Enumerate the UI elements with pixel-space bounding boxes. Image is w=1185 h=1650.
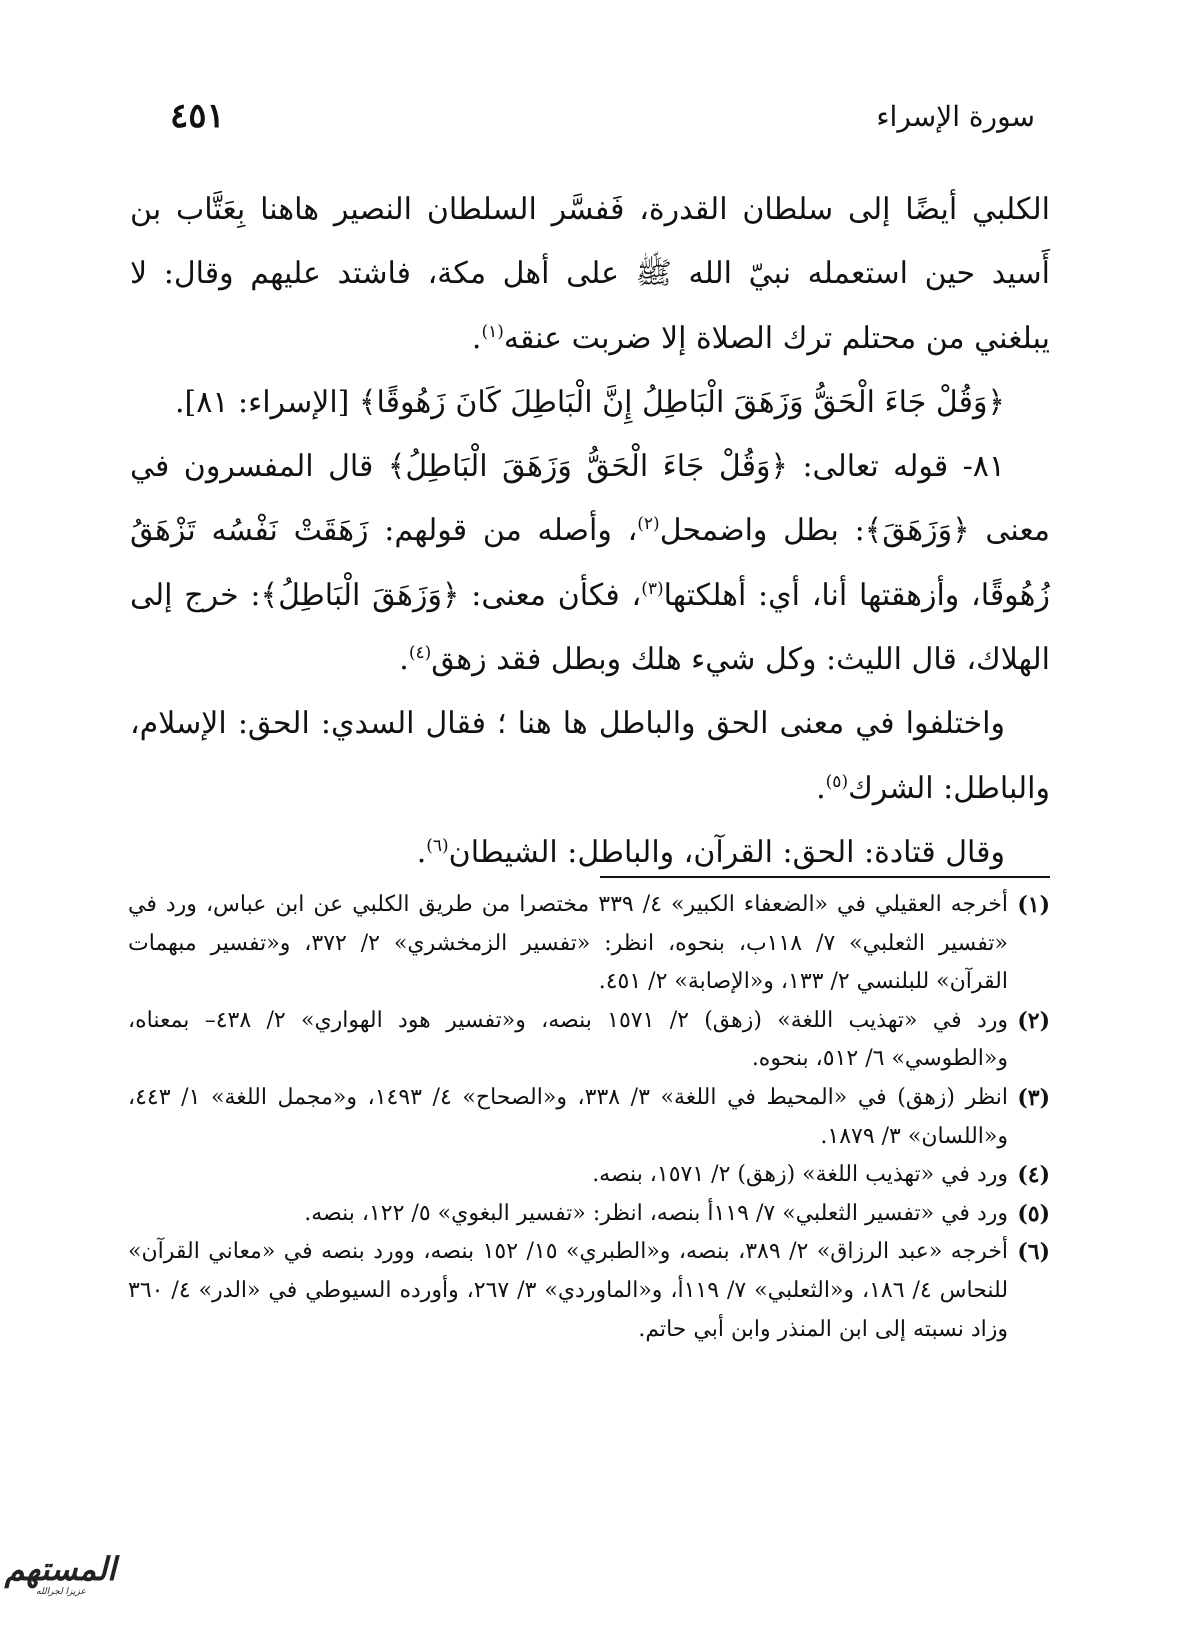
footnote-number: (٤) <box>1017 1162 1050 1189</box>
paragraph-end: . <box>416 834 427 870</box>
paragraph-text: ، فكأن معنى: ﴿وَزَهَقَ الْبَاطِلُ﴾: خرج إلى الهلاك، قال الليث: وكل شيء هلك وبطل فقد زهق <box>130 577 1050 678</box>
page-number: ٤٥١ <box>170 96 225 136</box>
paragraph-text: ٨١- قوله تعالى: ﴿وَقُلْ جَاءَ الْحَقُّ وَزَهَقَ الْبَاطِلُ﴾ قال المفسرون في معنى ﴿وَزَهَقَ﴾: بطل واضمحل <box>130 449 1050 549</box>
footnotes <box>128 886 1050 1349</box>
footnote-text: أخرجه «عبد الرزاق» ٢/ ٣٨٩، بنصه، و«الطبري» ١٥/ ١٥٢ بنصه، وورد بنصه في «معاني القرآن» للنحاس ٤/ ١٨٦، و«الثعلبي» ٧/ ١١٩أ، و«الماوردي» ٣/ ٢٦٧، وأورده السيوطي في «الدر» ٤/ ٣٦٠ وزاد نسبته إلى ابن المنذر وابن أبي حاتم. <box>128 1239 1009 1342</box>
stamp-title: المستهم <box>4 1550 116 1588</box>
footnote-ref[interactable]: (٣) <box>641 578 664 599</box>
footnote-1 <box>128 886 1050 1002</box>
paragraph-text: واختلفوا في معنى الحق والباطل ها هنا ؛ فقال السدي: الحق: الإسلام، والباطل: الشرك <box>130 706 1050 806</box>
footnote-number: (٥) <box>1017 1200 1050 1227</box>
footnote-ref[interactable]: (٤) <box>408 643 432 664</box>
stamp-subtitle: عزيزا لجرالله <box>36 1587 86 1597</box>
paragraph-end: . <box>816 770 826 806</box>
footnote-3 <box>128 1079 1050 1156</box>
library-stamp-logo <box>6 1552 116 1608</box>
footnote-ref[interactable]: (٦) <box>426 835 449 856</box>
paragraph-text: الكلبي أيضًا إلى سلطان القدرة، فَفسَّر السلطان النصير هاهنا بِعَتَّاب بن أَسيد حين استعمله نبيّ الله ﷺ على أهل مكة، فاشتد عليهم وقال: لا يبلغني من محتلم ترك الصلاة إلا ضربت عنقه <box>130 192 1050 356</box>
footnote-ref[interactable]: (٥) <box>825 771 849 792</box>
main-text <box>130 178 1050 885</box>
paragraph-text: وقال قتادة: الحق: القرآن، والباطل: الشيطان <box>448 834 1005 870</box>
footnote-2 <box>128 1002 1050 1079</box>
footnote-text: أخرجه العقيلي في «الضعفاء الكبير» ٤/ ٣٣٩ مختصرا من طريق الكلبي عن ابن عباس، ورد في «تفسير الثعلبي» ٧/ ١١٨ب، بنحوه، انظر: «تفسير الزمخشري» ٢/ ٣٧٢، و«تفسير مبهمات القرآن» للبلنسي ٢/ ١٣٣، و«الإصابة» ٢/ ٤٥١. <box>128 892 1009 995</box>
footnote-text: ورد في «تفسير الثعلبي» ٧/ ١١٩أ بنصه، انظر: «تفسير البغوي» ٥/ ١٢٢، بنصه. <box>304 1200 1008 1226</box>
footnote-text: انظر (زهق) في «المحيط في اللغة» ٣/ ٣٣٨، و«الصحاح» ٤/ ١٤٩٣، و«مجمل اللغة» ١/ ٤٤٣، و«اللسان» ٣/ ١٨٧٩. <box>128 1084 1009 1149</box>
footnote-ref[interactable]: (٢) <box>637 514 660 535</box>
footnote-text: ورد في «تهذيب اللغة» (زهق) ٢/ ١٥٧١، بنصه. <box>592 1162 1008 1188</box>
quran-verse: ﴿وَقُلْ جَاءَ الْحَقُّ وَزَهَقَ الْبَاطِلُ إِنَّ الْبَاطِلَ كَانَ زَهُوقًا﴾ [الإسراء: ٨١]. <box>174 384 1006 420</box>
page-header <box>150 96 1035 150</box>
footnote-text: ورد في «تهذيب اللغة» (زهق) ٢/ ١٥٧١ بنصه، و«تفسير هود الهواري» ٢/ ٤٣٨– بمعناه، و«الطوسي» ٦/ ٥١٢، بنحوه. <box>128 1007 1008 1072</box>
paragraph-end: . <box>471 320 482 356</box>
paragraph-text: ، وأصله من قولهم: زَهَقَتْ نَفْسُه تَزْهَقُ زُهُوقًا، وأزهقتها أنا، أي: أهلكتها <box>130 513 1050 613</box>
footnote-number: (٢) <box>1017 1007 1050 1034</box>
footnote-number: (٦) <box>1017 1239 1050 1266</box>
footnote-number: (٣) <box>1017 1084 1050 1111</box>
footnote-divider <box>600 876 1050 878</box>
paragraph-2 <box>130 435 1050 692</box>
paragraph-end: . <box>399 642 409 678</box>
surah-title: سورة الإسراء <box>876 100 1035 133</box>
paragraph-3 <box>130 692 1050 821</box>
footnote-number: (١) <box>1017 892 1050 918</box>
paragraph-1 <box>130 178 1050 371</box>
footnote-4 <box>128 1156 1050 1195</box>
footnote-6 <box>128 1233 1050 1349</box>
footnote-5 <box>128 1195 1050 1234</box>
footnote-ref[interactable]: (١) <box>481 321 504 342</box>
